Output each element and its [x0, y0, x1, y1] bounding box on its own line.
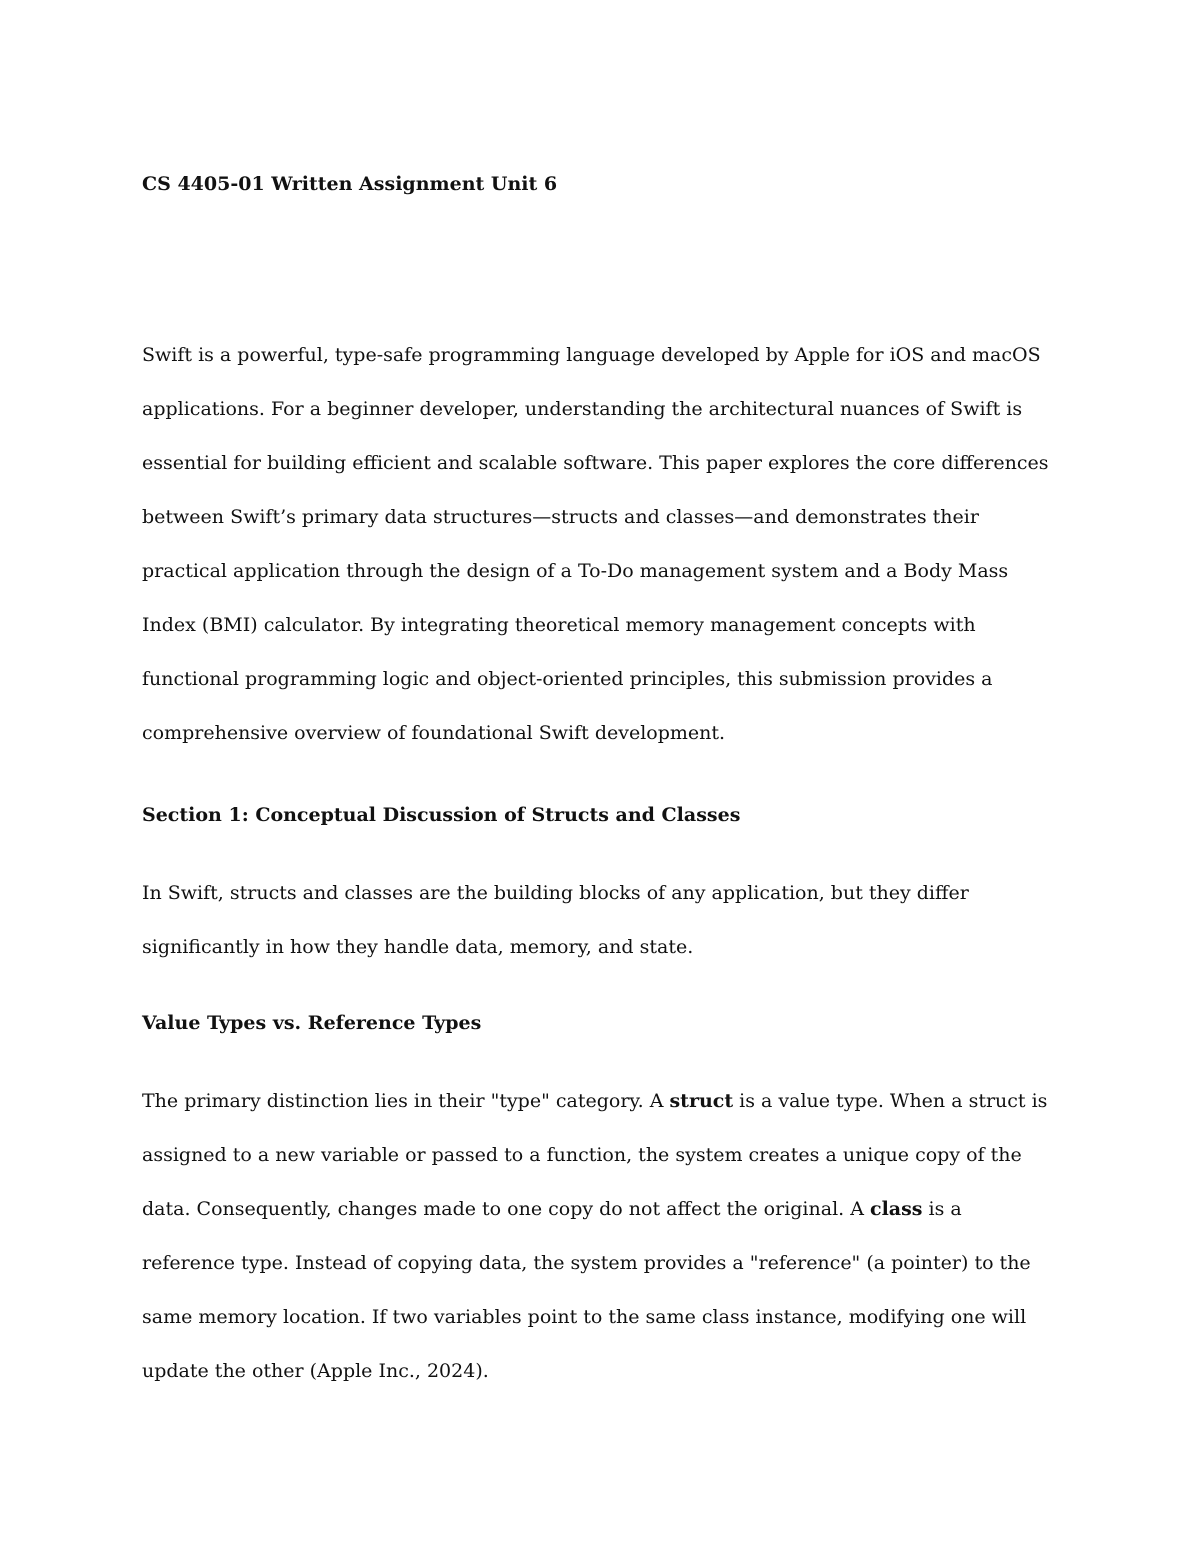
document-body [142, 164, 1052, 1398]
value-types-text-2: is a value type. When a struct is assigned to a new variable or passed to a function, the system creates a unique copy of the data. Consequently, changes made to one copy do not affect the original. A [142, 1090, 1048, 1220]
class-keyword: class [870, 1198, 923, 1220]
struct-keyword: struct [669, 1090, 734, 1112]
section-1-heading: Section 1: Conceptual Discussion of Structs and Classes [142, 804, 741, 826]
value-types-heading: Value Types vs. Reference Types [142, 1012, 482, 1034]
section-1-paragraph: In Swift, structs and classes are the building blocks of any application, but they differ significantly in how they handle data, memory, and state. [142, 882, 969, 958]
document-title: CS 4405-01 Written Assignment Unit 6 [142, 173, 558, 195]
value-types-text-1: The primary distinction lies in their "type" category. A [142, 1090, 670, 1112]
value-types-paragraph [142, 1074, 1052, 1398]
intro-paragraph: Swift is a powerful, type-safe programming language developed by Apple for iOS and macOS applications. For a beginner developer, understanding the architectural nuances of Swift is essential for building efficient and scalable software. This paper explores the core differences between Swift’s primary data structures—structs and classes—and demonstrates their practical application through the design of a To-Do management system and a Body Mass Index (BMI) calculator. By integrating theoretical memory management concepts with functional programming logic and object-oriented principles, this submission provides a comprehensive overview of foundational Swift development. [142, 344, 1049, 744]
value-types-text-3: is a reference type. Instead of copying data, the system provides a "reference" (a pointer) to the same memory location. If two variables point to the same class instance, modifying one will update the other (Apple Inc., 2024). [142, 1198, 1031, 1382]
